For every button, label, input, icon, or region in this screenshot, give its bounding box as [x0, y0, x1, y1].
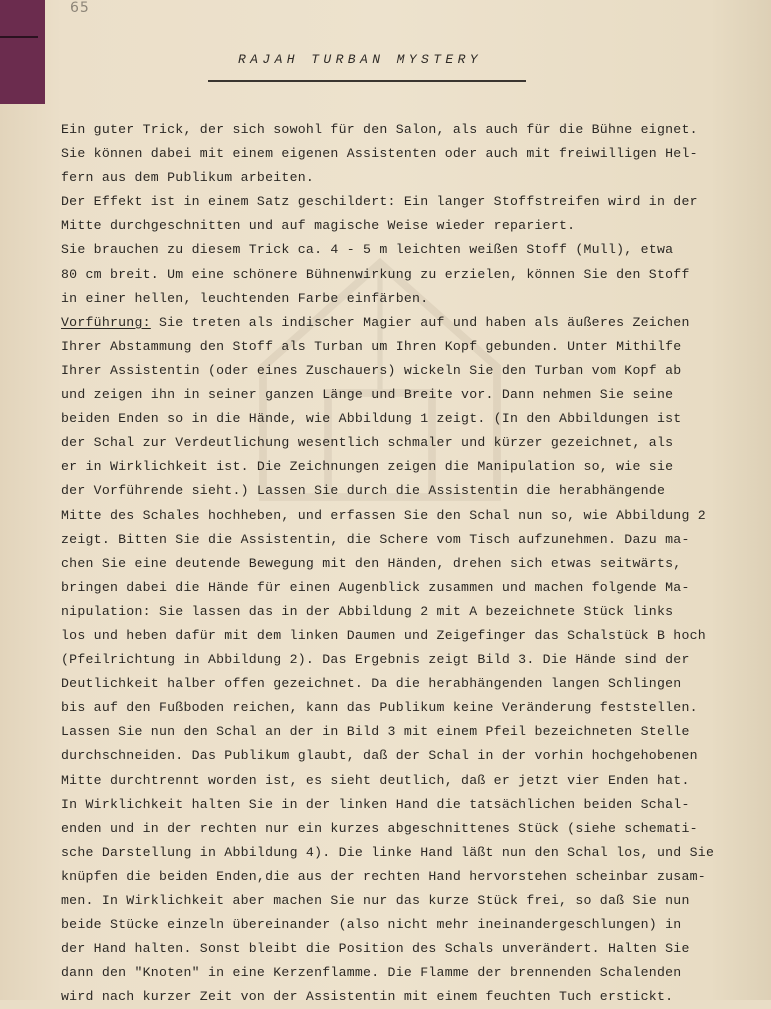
vorfuehrung-line: sche Darstellung in Abbildung 4). Die linke Hand läßt nun den Schal los, und Sie — [61, 844, 715, 860]
intro-section — [61, 118, 761, 311]
intro-line: Sie brauchen zu diesem Trick ca. 4 - 5 m leichten weißen Stoff (Mull), etwa — [61, 242, 674, 258]
vorfuehrung-line: Ihrer Abstammung den Stoff als Turban um Ihren Kopf gebunden. Unter Mithilfe — [61, 338, 682, 354]
vorfuehrung-line: Mitte durchtrennt worden ist, es sieht deutlich, daß er jetzt vier Enden hat. — [61, 772, 690, 788]
vorfuehrung-line: knüpfen die beiden Enden,die aus der rechten Hand hervorstehen scheinbar zusam- — [61, 868, 706, 884]
document-body — [61, 118, 761, 1009]
vorfuehrung-line: wird nach kurzer Zeit von der Assistentin mit einem feuchten Tuch erstickt. — [61, 989, 674, 1005]
intro-line: fern aus dem Publikum arbeiten. — [61, 170, 315, 186]
vorfuehrung-line: der Vorführende sieht.) Lassen Sie durch die Assistentin die herabhängende — [61, 483, 666, 499]
vorfuehrung-line: nipulation: Sie lassen das in der Abbildung 2 mit A bezeichnete Stück links — [61, 603, 674, 619]
vorfuehrung-line: der Hand halten. Sonst bleibt die Position des Schals unverändert. Halten Sie — [61, 941, 690, 957]
vorfuehrung-line: chen Sie eine deutende Bewegung mit den Händen, drehen sich etwas seitwärts, — [61, 555, 682, 571]
title-underline — [208, 80, 526, 82]
vorfuehrung-line: men. In Wirklichkeit aber machen Sie nur das kurze Stück frei, so daß Sie nun — [61, 893, 690, 908]
intro-line: Sie können dabei mit einem eigenen Assistenten oder auch mit freiwilligen Hel- — [61, 146, 698, 162]
intro-line: 80 cm breit. Um eine schönere Bühnenwirkung zu erzielen, können Sie den Stoff — [61, 266, 690, 282]
vorfuehrung-line: los und heben dafür mit dem linken Daumen und Zeigefinger das Schalstück B hoch — [61, 627, 706, 643]
vorfuehrung-line: beiden Enden so in die Hände, wie Abbildung 1 zeigt. (In den Abbildungen ist — [61, 411, 682, 427]
vorfuehrung-label: Vorführung: — [61, 314, 151, 330]
vorfuehrung-line: er in Wirklichkeit ist. Die Zeichnungen zeigen die Manipulation so, wie sie — [61, 459, 674, 475]
vorfuehrung-section — [61, 335, 761, 1009]
page-title: RAJAH TURBAN MYSTERY — [237, 52, 483, 67]
intro-line: Mitte durchgeschnitten und auf magische Weise wieder repariert. — [61, 218, 576, 234]
vorfuehrung-first-line — [61, 311, 761, 335]
vorfuehrung-line: In Wirklichkeit halten Sie in der linken Hand die tatsächlichen beiden Schal- — [61, 796, 690, 812]
vorfuehrung-line: Mitte des Schales hochheben, und erfassen Sie den Schal nun so, wie Abbildung 2 — [61, 507, 706, 523]
vorfuehrung-line: zeigt. Bitten Sie die Assistentin, die Schere vom Tisch aufzunehmen. Dazu ma- — [61, 531, 690, 547]
tab-mark-line — [0, 36, 38, 38]
vorfuehrung-line: der Schal zur Verdeutlichung wesentlich schmaler und kürzer gezeichnet, als — [61, 435, 674, 451]
vorfuehrung-line: Deutlichkeit halber offen gezeichnet. Da die herabhängenden langen Schlingen — [61, 676, 682, 692]
vorfuehrung-line: bis auf den Fußboden reichen, kann das Publikum keine Veränderung feststellen. — [61, 700, 698, 716]
vorfuehrung-line: bringen dabei die Hände für einen Augenblick zusammen und machen folgende Ma- — [61, 579, 690, 595]
vorfuehrung-line: enden und in der rechten nur ein kurzes abgeschnittenes Stück (siehe schemati- — [61, 820, 698, 836]
vorfuehrung-line: beide Stücke einzeln übereinander (also nicht mehr ineinandergeschlungen) in — [61, 917, 682, 933]
vorfuehrung-line: und zeigen ihn in seiner ganzen Länge und Breite vor. Dann nehmen Sie seine — [61, 387, 674, 403]
intro-line: in einer hellen, leuchtenden Farbe einfärben. — [61, 290, 429, 306]
vorfuehrung-first-rest: Sie treten als indischer Magier auf und haben als äußeres Zeichen — [150, 314, 690, 330]
intro-line: Ein guter Trick, der sich sowohl für den Salon, als auch für die Bühne eignet. — [61, 122, 698, 137]
vorfuehrung-line: durchschneiden. Das Publikum glaubt, daß der Schal in der vorhin hochgehobenen — [61, 748, 698, 764]
vorfuehrung-line: (Pfeilrichtung in Abbildung 2). Das Ergebnis zeigt Bild 3. Die Hände sind der — [61, 652, 690, 668]
page-note: 65 — [70, 0, 90, 16]
purple-tab-strip — [0, 0, 45, 104]
vorfuehrung-line: Lassen Sie nun den Schal an der in Bild 3 mit einem Pfeil bezeichneten Stelle — [61, 724, 690, 740]
vorfuehrung-line: Ihrer Assistentin (oder eines Zuschauers) wickeln Sie den Turban vom Kopf ab — [61, 362, 682, 378]
vorfuehrung-line: dann den "Knoten" in eine Kerzenflamme. Die Flamme der brennenden Schalenden — [61, 965, 682, 981]
intro-line: Der Effekt ist in einem Satz geschildert: Ein langer Stoffstreifen wird in der — [61, 194, 698, 210]
